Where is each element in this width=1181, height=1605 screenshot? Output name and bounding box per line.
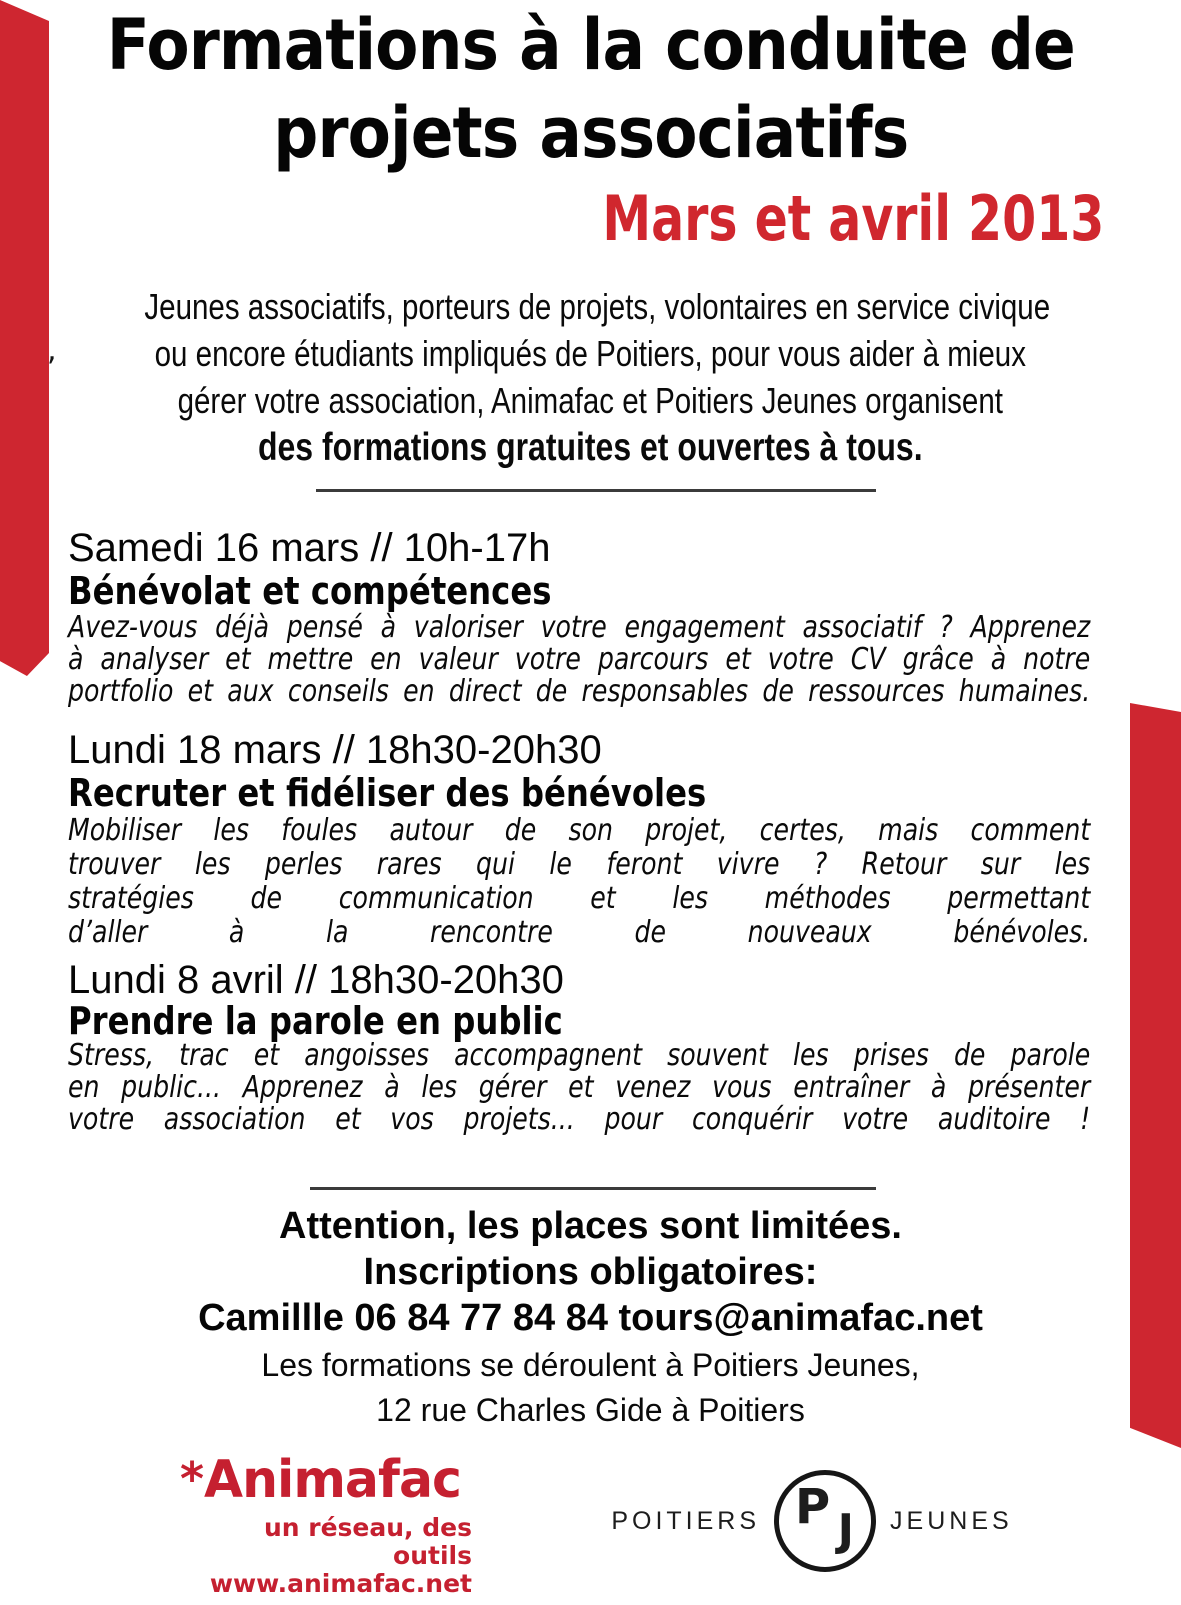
page-subtitle-dates: Mars et avril 2013 (602, 182, 1104, 255)
animafac-wordmark: * Animafac (180, 1450, 462, 1510)
venue-line: 12 rue Charles Gide à Poitiers (376, 1392, 805, 1428)
pj-monogram-circle-icon (774, 1470, 876, 1572)
animafac-logo (180, 1450, 472, 1597)
asterisk-icon: * (180, 1452, 205, 1506)
session-title: Prendre la parole en public (68, 999, 563, 1043)
monogram-j: J (837, 1505, 855, 1556)
description-line: Avez-vous déjà pensé à valoriser votre engagement associatif ? Apprenez (68, 610, 1091, 645)
registration-warning: Attention, les places sont limitées. (279, 1205, 902, 1247)
session-date: Lundi 8 avril // 18h30-20h30 (68, 958, 564, 1002)
registration-block (0, 1203, 1181, 1341)
session-description (68, 814, 1090, 950)
description-line: d’aller à la rencontre de nouveaux bénévoles. (68, 915, 1091, 950)
print-artifact-mark: , (47, 333, 57, 368)
description-line: Mobiliser les foules autour de son projet, certes, mais comment (68, 813, 1091, 848)
monogram-p: P (795, 1479, 831, 1535)
venue-line: Les formations se déroulent à Poitiers Jeunes, (261, 1347, 920, 1383)
description-line: en public... Apprenez à les gérer et venez vous entraîner à présenter (68, 1070, 1091, 1105)
description-line: votre association et vos projets... pour conquérir votre auditoire ! (68, 1102, 1091, 1137)
intro-paragraph (45, 283, 1136, 471)
description-line: Stress, trac et angoisses accompagnent souvent les prises de parole (68, 1038, 1091, 1073)
poitiers-word: POITIERS (611, 1506, 761, 1535)
divider-bottom (310, 1187, 876, 1190)
session-description (68, 1040, 1090, 1136)
session-title: Bénévolat et compétences (68, 569, 552, 613)
session-date: Samedi 16 mars // 10h-17h (68, 526, 551, 570)
animafac-url: www.animafac.net (209, 1569, 472, 1598)
description-line: à analyser et mettre en valeur votre parcours et votre CV grâce à notre (68, 642, 1091, 677)
description-line: trouver les perles rares qui le feront vivre ? Retour sur les (68, 847, 1091, 882)
session-title: Recruter et fidéliser des bénévoles (68, 771, 707, 815)
poitiers-jeunes-logo (612, 1466, 1012, 1576)
session-date: Lundi 18 mars // 18h30-20h30 (68, 728, 602, 772)
intro-highlight-line: des formations gratuites et ouvertes à tous. (258, 426, 923, 469)
description-line: stratégies de communication et les méthodes permettant (68, 881, 1091, 916)
jeunes-word: JEUNES (890, 1506, 1013, 1535)
description-line: portfolio et aux conseils en direct de responsables de ressources humaines. (68, 674, 1091, 709)
venue-block (0, 1343, 1181, 1433)
page-title-line2: projets associatifs (272, 92, 909, 174)
intro-line: ou encore étudiants impliqués de Poitiers, pour vous aider à mieux (154, 333, 1027, 374)
registration-contact: Camillle 06 84 77 84 84 tours@animafac.net (198, 1297, 983, 1339)
divider-top (316, 489, 876, 492)
registration-instruction: Inscriptions obligatoires: (363, 1251, 818, 1293)
session-description (68, 612, 1090, 708)
animafac-tagline: un réseau, des outils (263, 1513, 472, 1570)
intro-line: Jeunes associatifs, porteurs de projets, volontaires en service civique (144, 286, 1051, 327)
intro-line: gérer votre association, Animafac et Poitiers Jeunes organisent (177, 380, 1004, 421)
page-title-line1: Formations à la conduite de (106, 4, 1075, 86)
